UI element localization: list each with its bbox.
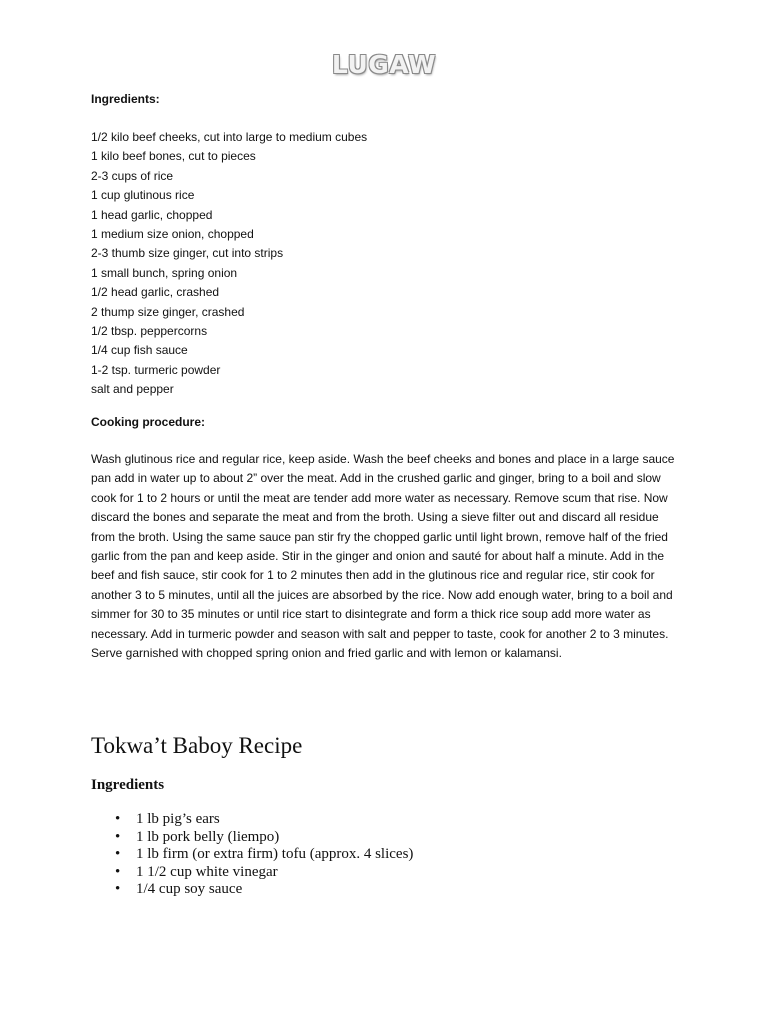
ingredient-item: salt and pepper (91, 382, 174, 397)
bullet-icon: • (115, 863, 121, 880)
ingredient-item: 1/4 cup fish sauce (91, 343, 188, 358)
ingredient-item: 2-3 cups of rice (91, 168, 174, 183)
list-item (91, 846, 413, 864)
procedure-paragraph: Wash glutinous rice and regular rice, keep aside. Wash the beef cheeks and bones and place in a large sauce pan add in water up to about 2” over the meat. Add in the crushed garlic and ginger, bring to a boil and slow cook for 1 to 2 hours or until the meat are tender add more water as necessary. Remove scum that rise. Now discard the bones and separate the meat and from the broth. Using a sieve filter out and discard all residue from the broth. Using the same sauce pan stir fry the chopped garlic until light brown, remove half of the fried garlic from the pan and keep aside. Stir in the ginger and onion and sauté for about half a minute. Add in the beef and fish sauce, stir cook for 1 to 2 minutes then add in the glutinous rice and regular rice, stir cook for another 3 to 5 minutes, until all the juices are absorbed by the rice. Now add enough water, bring to a boil and simmer for 30 to 35 minutes or until rice start to disintegrate and form a thick rice soup add more water as necessary. Add in turmeric powder and season with salt and pepper to taste, cook for another 2 to 3 minutes. Serve garnished with chopped spring onion and fried garlic and with lemon or kalamansi. (91, 452, 675, 661)
list-item (91, 864, 413, 882)
ingredient-item: 1/2 tbsp. peppercorns (91, 324, 208, 339)
ingredient-item: 2 thump size ginger, crashed (91, 304, 245, 319)
tokwa-ingredients-list (91, 811, 413, 899)
bullet-icon: • (115, 828, 121, 845)
list-item-text: 1 lb pig’s ears (136, 811, 220, 827)
procedure-heading: Cooking procedure: (91, 415, 206, 429)
ingredients-list (91, 128, 367, 400)
ingredient-item: 1/2 head garlic, crashed (91, 285, 220, 300)
tokwa-ingredients-heading: Ingredients (91, 777, 165, 793)
recipe-title-lugaw: LUGAW (331, 50, 437, 79)
bullet-icon: • (115, 811, 121, 827)
ingredient-item: 1 head garlic, chopped (91, 207, 213, 222)
list-item-text: 1 lb firm (or extra firm) tofu (approx. 4 slices) (136, 846, 414, 863)
bullet-icon: • (115, 881, 121, 898)
ingredient-item: 2-3 thumb size ginger, cut into strips (91, 246, 284, 261)
bullet-icon: • (115, 846, 121, 863)
list-item-text: 1/4 cup soy sauce (136, 881, 243, 898)
ingredient-item: 1 small bunch, spring onion (91, 265, 238, 280)
ingredient-item: 1 medium size onion, chopped (91, 227, 254, 242)
list-item (91, 811, 413, 829)
ingredient-item: 1 cup glutinous rice (91, 188, 195, 203)
ingredient-item: 1/2 kilo beef cheeks, cut into large to medium cubes (91, 130, 368, 144)
list-item-text: 1 1/2 cup white vinegar (136, 863, 278, 880)
ingredient-item: 1 kilo beef bones, cut to pieces (91, 149, 256, 164)
list-item (91, 829, 413, 847)
ingredients-heading: Ingredients: (91, 92, 160, 106)
ingredient-item: 1-2 tsp. turmeric powder (91, 362, 221, 377)
recipe-title-tokwa: Tokwa’t Baboy Recipe (91, 733, 303, 758)
list-item (91, 881, 413, 899)
list-item-text: 1 lb pork belly (liempo) (136, 828, 280, 845)
